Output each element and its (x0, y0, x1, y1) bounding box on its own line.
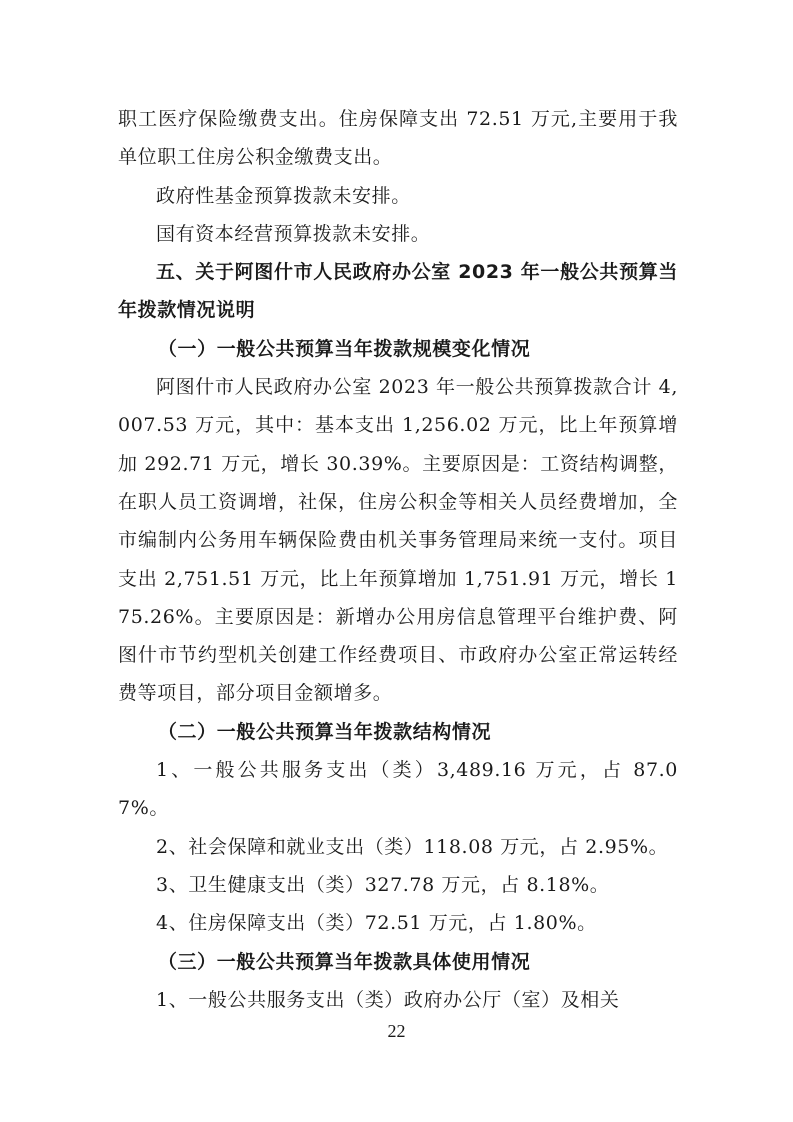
list-item-general-public-service: 1、一般公共服务支出（类）3,489.16 万元，占 87.07%。 (118, 759, 678, 820)
document-body (118, 100, 678, 1019)
paragraph-scale-details: 阿图什市人民政府办公室 2023 年一般公共预算拨款合计 4,007.53 万元，其中：基本支出 1,256.02 万元，比上年预算增加 292.71 万元，增长 30.39%。主要原因是：工资结构调整，在职人员工资调增，社保，住房公积金等相关人员经费增加，全市编制内公务用车辆保险费由机关事务管理局来统一支付。项目支出 2,751.51 万元，比上年预算增加 1,751.91 万元，增长 175.26%。主要原因是：新增办公用房信息管理平台维护费、阿图什市节约型机关创建工作经费项目、市政府办公室正常运转经费等项目，部分项目金额增多。 (118, 376, 678, 705)
list-item-health: 3、卫生健康支出（类）327.78 万元，占 8.18%。 (156, 873, 610, 896)
subheading-scale-change: （一）一般公共预算当年拨款规模变化情况 (157, 337, 531, 360)
subheading-structure: （二）一般公共预算当年拨款结构情况 (157, 720, 492, 743)
paragraph-housing-expense: 职工医疗保险缴费支出。住房保障支出 72.51 万元,主要用于我单位职工住房公积金缴费支出。 (118, 108, 678, 169)
paragraph-government-fund: 政府性基金预算拨款未安排。 (156, 184, 411, 207)
page-number: 22 (387, 1021, 406, 1041)
subheading-specific-use: （三）一般公共预算当年拨款具体使用情况 (157, 950, 531, 973)
list-item-social-security: 2、社会保障和就业支出（类）118.08 万元，占 2.95%。 (156, 835, 669, 858)
list-item-housing: 4、住房保障支出（类）72.51 万元，占 1.80%。 (156, 912, 597, 935)
paragraph-state-capital: 国有资本经营预算拨款未安排。 (156, 222, 431, 245)
paragraph-specific-use: 1、一般公共服务支出（类）政府办公厅（室）及相关 (156, 988, 620, 1011)
section-heading-five: 五、关于阿图什市人民政府办公室 2023 年一般公共预算当年拨款情况说明 (118, 261, 678, 322)
